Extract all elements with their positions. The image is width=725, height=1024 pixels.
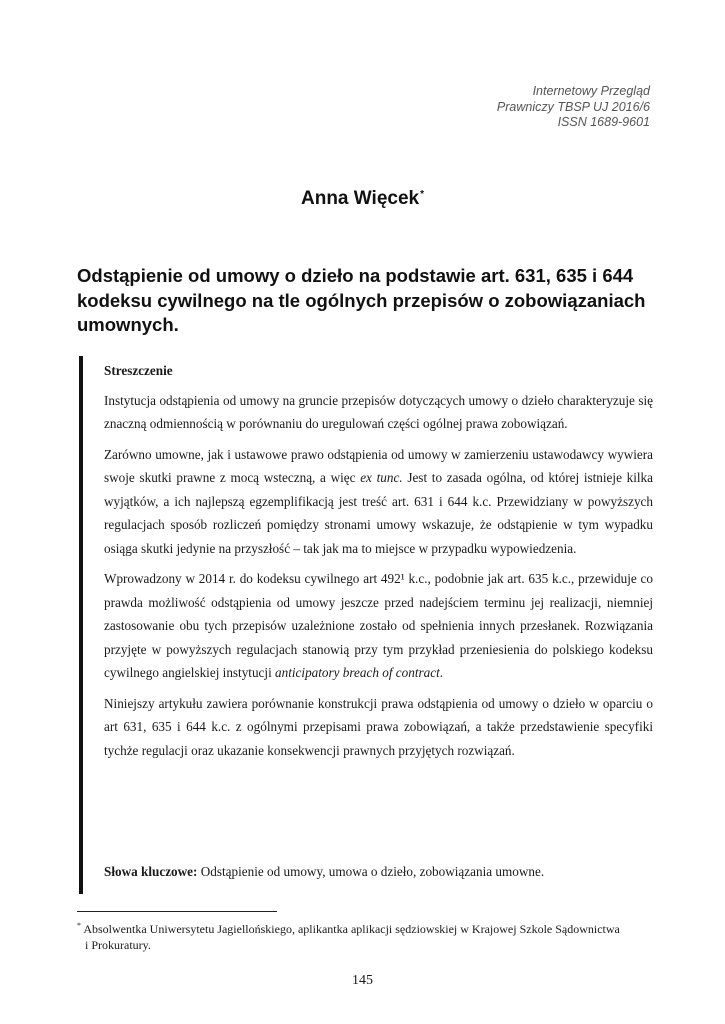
abstract-paragraph-2 [104, 443, 653, 561]
keywords [104, 860, 653, 884]
footnote-line-2: i Prokuratury. [85, 938, 151, 952]
footnote-mark: * [77, 921, 81, 930]
footnote-line-1 [77, 918, 655, 937]
abstract-section [104, 359, 653, 879]
author-name-text: Anna Więcek [301, 188, 420, 209]
article-title: Odstąpienie od umowy o dzieło na podstawie art. 631, 635 i 644 kodeksu cywilnego na tle ogólnych przepisów o zobowiązaniach umownych. [77, 265, 646, 335]
journal-name-line1: Internetowy Przegląd [532, 84, 650, 98]
abstract-paragraph-3-part-a: Wprowadzony w 2014 r. do kodeksu cywilnego art 492¹ k.c., podobnie jak art. 635 k.c., przewiduje co prawda możliwość odstąpienia od umowy jeszcze przed nadejściem terminu jej realizacji, niemniej zastosowanie obu tych przepisów uzależnione zostało od spełnienia innych przesłanek. Rozwiązania przyjęte w powyższych regulacjach stanowią przy tym przykład przeniesienia do polskiego kodeksu cywilnego angielskiej instytucji [104, 571, 653, 680]
abstract-paragraph-4: Niniejszy artykułu zawiera porównanie konstrukcji prawa odstąpienia od umowy o dzieło w oparciu o art 631, 635 i 644 k.c. z ogólnymi przepisami prawa zobowiązań, a także przedstawienie specyfiki tychże regulacji oraz ukazanie konsekwencji prawnych przyjętych rozwiązań. [104, 695, 653, 758]
author-footnote-mark[interactable]: * [420, 188, 424, 200]
page-number: 145 [352, 973, 373, 988]
abstract-paragraph-3-emphasis: anticipatory breach of contract [275, 665, 440, 680]
journal-name-line2: Prawniczy TBSP UJ 2016/6 [496, 99, 650, 114]
abstract-side-bar [79, 356, 83, 894]
abstract-paragraph-3 [104, 567, 653, 685]
abstract-paragraph-2-part-a: Zarówno umowne, jak i ustawowe prawo odstąpienia od umowy w zamierzeniu ustawodawcy wywiera swoje skutki prawne z mocą wsteczną, a więc [104, 446, 653, 485]
abstract-paragraph-1: Instytucja odstąpienia od umowy na gruncie przepisów dotyczących umowy o dzieło charakteryzuje się znaczną odmiennością w porównaniu do uregulowań części ogólnej prawa zobowiązań. [104, 392, 653, 431]
author-name [0, 188, 725, 210]
abstract-paragraph-2-emphasis: ex tunc. [360, 470, 403, 485]
keywords-label: Słowa kluczowe: [104, 864, 198, 879]
footnote-separator [77, 911, 277, 912]
footnote [77, 918, 655, 953]
abstract-heading: Streszczenie [104, 363, 173, 378]
abstract-paragraph-2-part-b: Jest to zasada ogólna, od której istnieje kilka wyjątków, a ich najlepszą egzemplifikacją jest treść art. 631 i 644 k.c. Przewidziany w powyższych regulacjach sposób rozliczeń pomiędzy stronami umowy wskazuje, że odstąpienie w tym wypadku osiąga skutki jedynie na przyszłość – tak jak ma to miejsce w przypadku wypowiedzenia. [104, 470, 653, 556]
footnote-text-1: Absolwentka Uniwersytetu Jagiellońskiego, aplikantka aplikacji sędziowskiej w Krajowej Szkole Sądownictwa [81, 922, 620, 936]
keywords-list: Odstąpienie od umowy, umowa o dzieło, zobowiązania umowne. [197, 864, 545, 879]
journal-info [497, 84, 650, 131]
abstract-paragraph-3-part-b: . [439, 665, 444, 680]
journal-issn: ISSN 1689-9601 [557, 115, 650, 129]
